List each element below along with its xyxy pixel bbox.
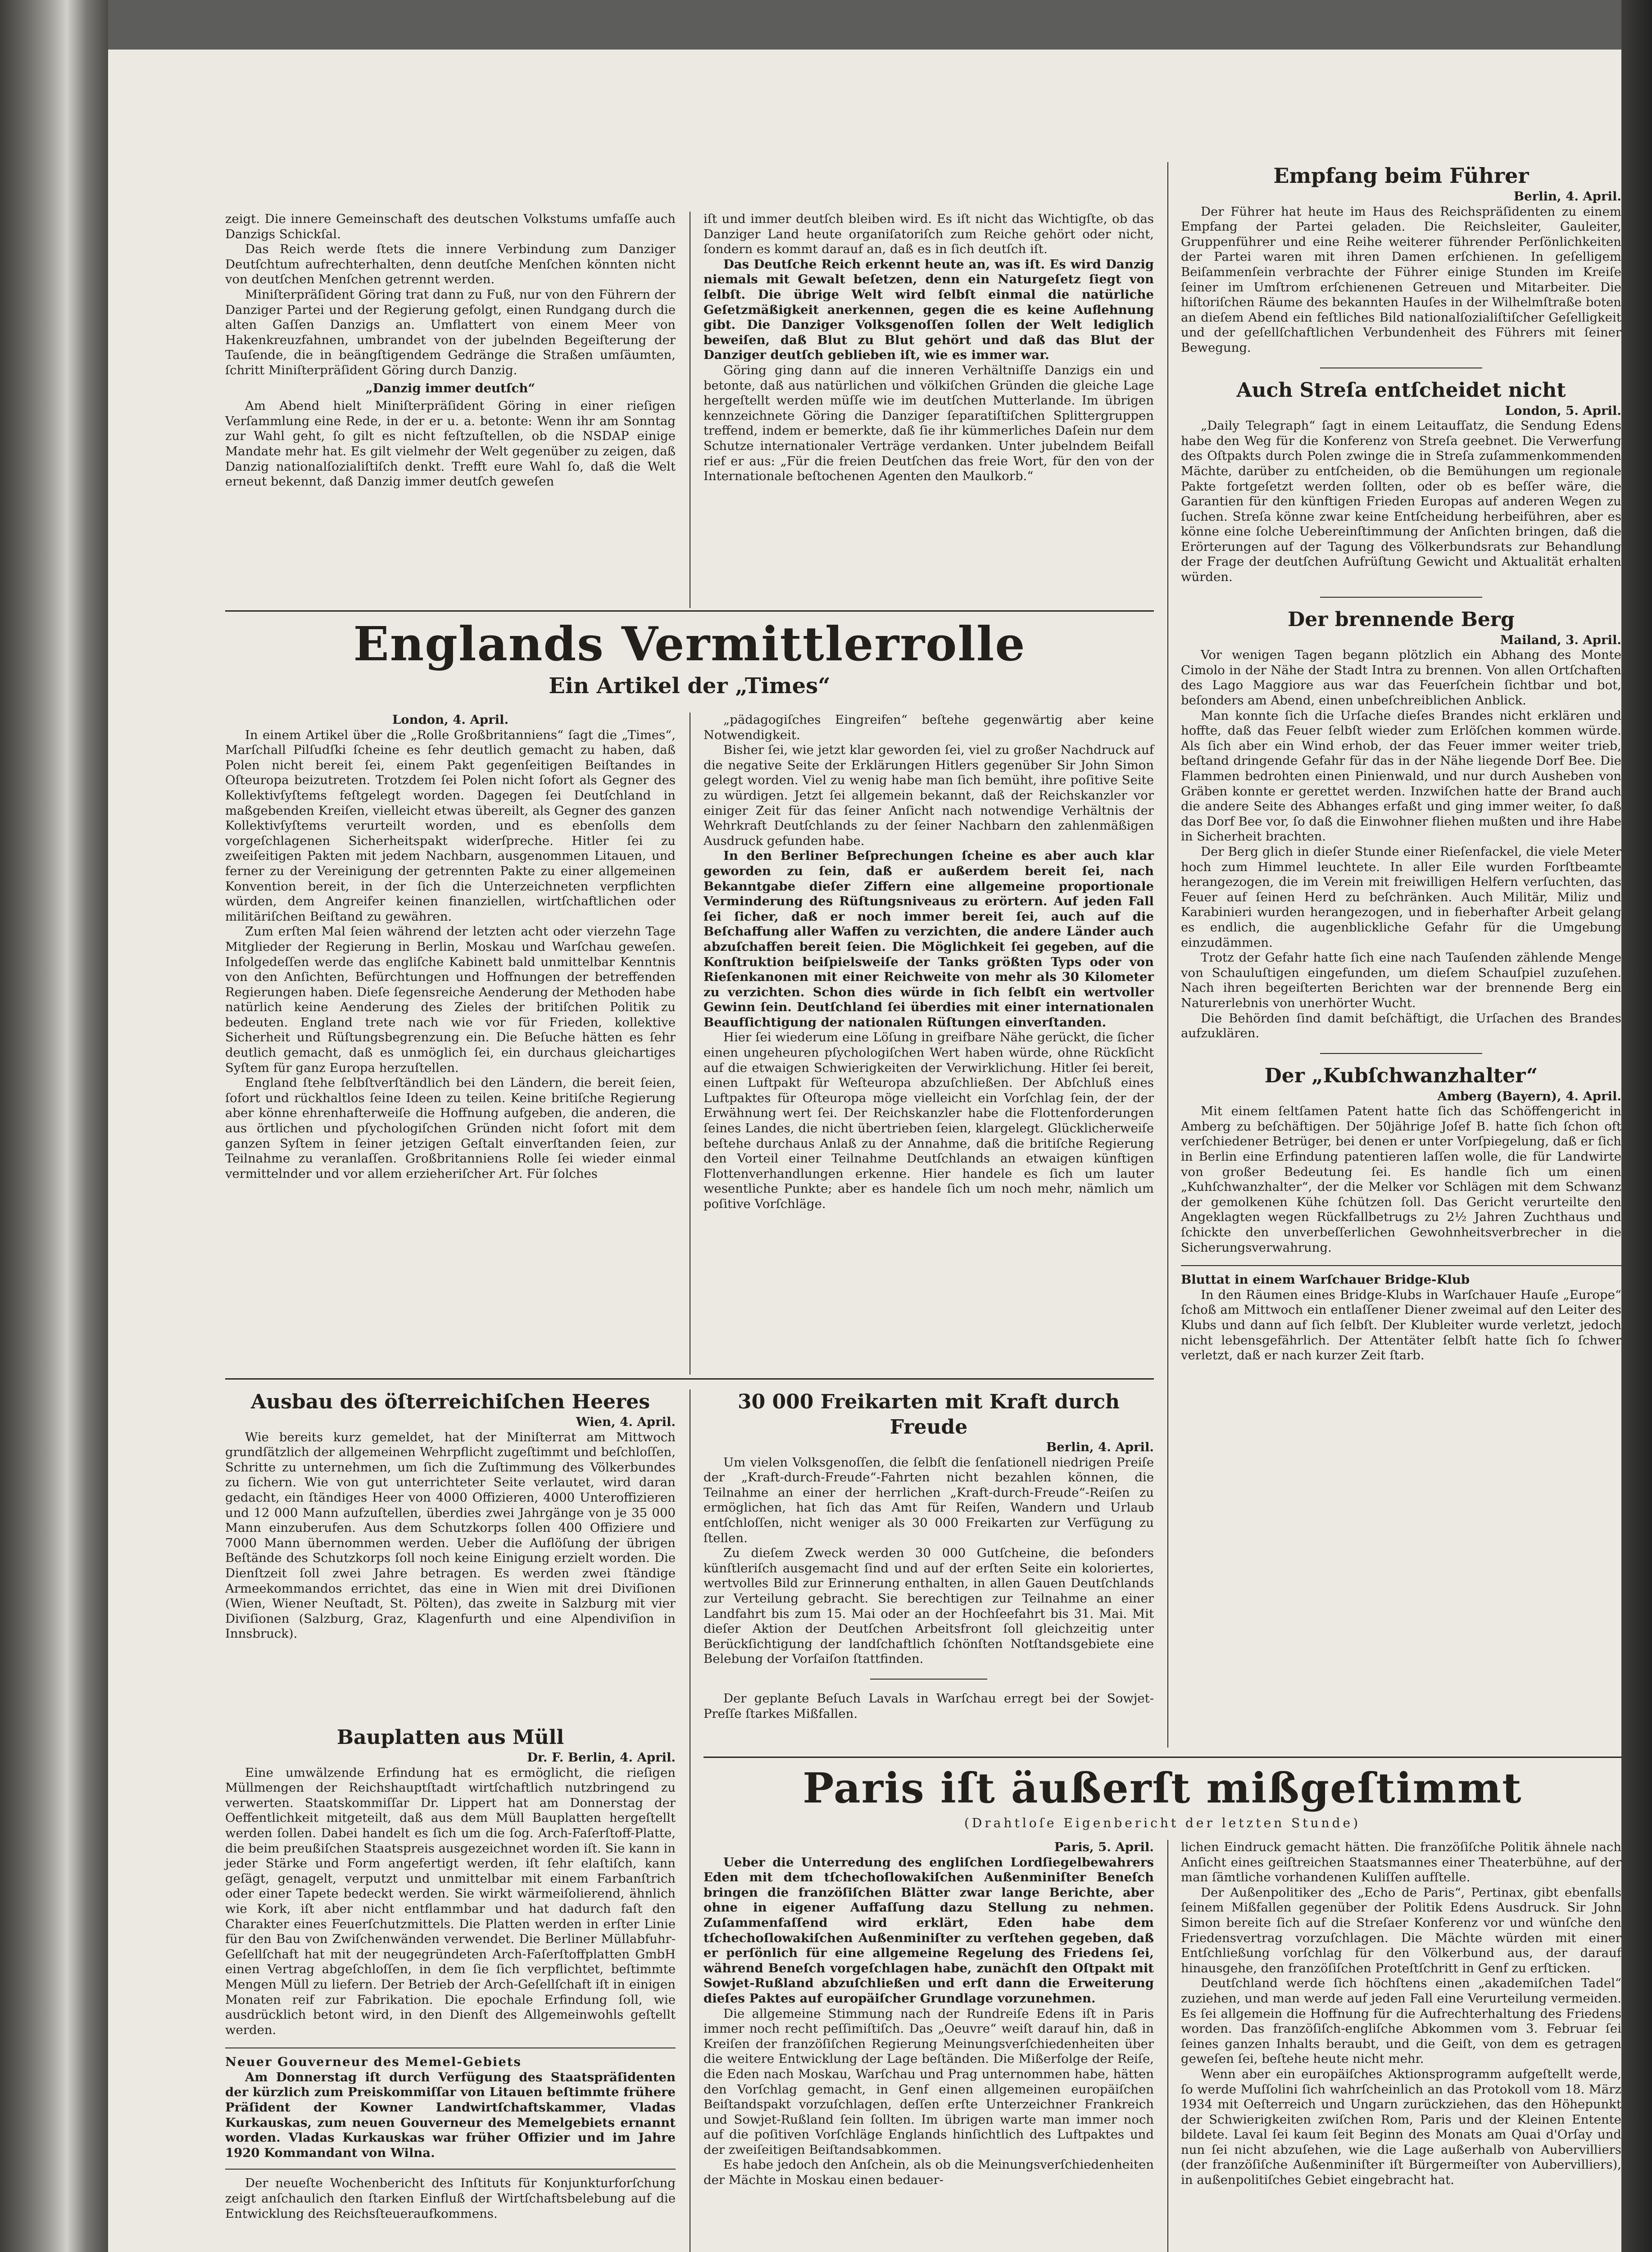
paragraph: In den Berliner Beſprechungen ſcheine es aber auch klar geworden zu ſein, daß er außerdem bereit ſei, nach Bekanntgabe dieſer Ziffern eine allgemeine proportionale Verminderung des Rüſtungsniveaus zu erörtern. Auf jeden Fall ſei ſicher, daß er noch immer bereit ſei, auch auf die Beſchaffung aller Waffen zu verzichten, die andere Länder auch abzuſchaffen bereit ſeien. Die Möglichkeit ſei gegeben, auf die Konſtruktion beiſpielsweiſe der Tanks größten Typs oder von Rieſenkanonen mit einer Reichweite von mehr als 30 Kilometer zu verzichten. Schon dies würde in ſich ſelbſt ein wertvoller Gewinn ſein. Deutſchland ſei überdies mit einer internationalen Beaufſichtigung der nationalen Rüſtungen einverſtanden. <box>703 849 1154 1030</box>
paragraph: Wenn aber ein europäiſches Aktionsprogramm aufgeſtellt werde, ſo werde Muſſolini ſich wahrſcheinlich an das Protokoll vom 18. März 1934 mit Oeſterreich und Ungarn zurückziehen, das den Höhepunkt der Schwierigkeiten zwiſchen Rom, Paris und der Kleinen Entente bildete. Laval ſei kaum ſeit Beginn des Monats am Quai d'Orſay und nun ſei nicht abzuſehen, wie die Lage außerhalb von Aubervilliers (der franzöſiſche Außenminiſter iſt Bürgermeiſter von Aubervilliers), in außenpolitiſches Gebiet eingebracht hat. <box>1181 2066 1621 2188</box>
kdf-headline: 30 000 Freikarten mit Kraft durch Freude <box>737 1390 1120 1439</box>
paragraph: Vor wenigen Tagen begann plötzlich ein Abhang des Monte Cimolo in der Nähe der Stadt Intra zu brennen. Von allen Ortſchaften des Lago Maggiore aus war das Feuerſchein ſichtbar und bot, beſonders am Abend, einen unbeſchreiblichen Anblick. <box>1181 648 1621 708</box>
paragraph: Das Deutſche Reich erkennt heute an, was iſt. Es wird Danzig niemals mit Gewalt beſetzen, denn ein Naturgeſetz ſiegt von ſelbſt. Die übrige Welt wird ſelbſt einmal die natürliche Geſetzmäßigkeit anerkennen, gegen die es keine Auflehnung gibt. Die Danziger Volksgenoſſen ſollen der Welt lediglich beweiſen, daß Blut zu Blut gehört und daß das Blut der Danziger deutſch geblieben iſt, wie es immer war. <box>703 257 1154 363</box>
divider <box>1320 1053 1482 1054</box>
paragraph: Eine umwälzende Erfindung hat es ermöglicht, die rieſigen Müllmengen der Reichshauptſtadt wirtſchaftlich nutzbringend zu verwerten. Staatskommiſſar Dr. Lippert hat am Donnerstag der Oeffentlichkeit mitgeteilt, daß aus dem Müll Bauplatten hergeſtellt werden ſollen. Dabei handelt es ſich um die ſog. Arch-Faſerſtoff-Platte, die beim preußiſchen Staatspreis ausgezeichnet worden iſt. Sie kann in jeder Stärke und Form angefertigt werden, iſt ſehr elaſtiſch, kann geſägt, genagelt, verputzt und unmittelbar mit einem Farbanſtrich oder einer Tapete bedeckt werden. Sie wirkt wärmeiſolierend, ähnlich wie Kork, iſt aber nicht entflammbar und hat dadurch faſt den Charakter eines Feuerſchutzmittels. Die Platten werden in erſter Linie für den Bau von Zwiſchenwänden verwendet. Die Berliner Müllabfuhr-Geſellſchaft hat mit der neugegründeten Arch-Faſerſtoffplatten GmbH einen Vertrag abgeſchloſſen, in dem ſie ſich verpflichtet, beſtimmte Mengen Müll zu liefern. Der Betrieb der Arch-Geſellſchaft iſt in einigen Monaten reif zur Fabrikation. Die epochale Erfindung ſoll, wie ausdrücklich betont wird, in den Dienſt des Allgemeinwohls geſtellt werden. <box>225 1765 676 2037</box>
paris-column-b <box>1181 1840 1621 2188</box>
paris-subheadline: (Drahtloſe Eigenbericht der letzten Stunde) <box>964 1816 1361 1830</box>
divider <box>1320 597 1482 598</box>
section-rule <box>703 1757 1621 1758</box>
england-subheadline: Ein Artikel der „Times“ <box>549 673 831 699</box>
memel-text: Am Donnerstag iſt durch Verfügung des Staatspräſidenten der kürzlich zum Preiskommiſſar von Litauen beſtimmte frühere Präſident der Kowner Landwirtſchaftskammer, Vladas Kurkauskas, zum neuen Gouverneur des Memelgebiets ernannt worden. Vladas Kurkauskas war früher Offizier und im Jahre 1920 Kommandant von Wilna. <box>225 2070 676 2160</box>
fuehrer-headline: Empfang beim Führer <box>1273 163 1529 188</box>
paris-headline: Paris iſt äußerſt mißgeſtimmt <box>803 1764 1522 1812</box>
paragraph: Trotz der Gefahr hatte ſich eine nach Tauſenden zählende Menge von Schauluſtigen eingefunden, um dieſem Schauſpiel zuzuſehen. Nach ihren begeiſterten Berichten war der brennende Berg ein Naturerlebnis von unerhörter Wucht. <box>1181 950 1621 1010</box>
paragraph: Mit einem ſeltſamen Patent hatte ſich das Schöffengericht in Amberg zu beſchäftigen. Der 50jährige Joſef B. hatte ſich ſchon oft verſchiedener Betrüger, bei denen er unter Vorſpiegelung, daß er ſich in Berlin eine Erfindung patentieren laſſen wolle, die für Landwirte von großer Bedeutung ſei. Es handle ſich um einen „Kuhſchwanzhalter“, der die Melker vor Schlägen mit dem Schwanz der gemolkenen Kühe ſchützen ſoll. Das Gericht verurteilte den Angeklagten wegen Rückfallbetrugs zu 2½ Jahren Zuchthaus und ſchickte den unverbeſſerlichen Gewohnheitsverbrecher in die Sicherungsverwahrung. <box>1181 1104 1621 1255</box>
paragraph: zeigt. Die innere Gemeinschaft des deutschen Volkstums umfaſſe auch Danzigs Schickſal. <box>225 212 676 241</box>
dateline: Mailand, 3. April. <box>1500 632 1621 647</box>
paragraph: Deutſchland werde ſich höchſtens einen „akademiſchen Tadel“ zuziehen, und man werde auf jeden Fall eine Verurteilung vermeiden. Es ſei allgemein die Hoffnung für die Aufrechterhaltung des Friedens worden. Das franzöſiſch-engliſche Abkommen vom 3. Februar ſei ſeines ganzen Inhalts beraubt, und die Geiſt, von dem es getragen geweſen ſei, beſtehe heute nicht mehr. <box>1181 1976 1621 2066</box>
dateline: Paris, 5. April. <box>1054 1840 1154 1854</box>
subheading: „Danzig immer deutſch“ <box>365 381 536 395</box>
dateline: Berlin, 4. April. <box>1046 1440 1154 1454</box>
muell-article <box>225 1725 676 2221</box>
dateline: Wien, 4. April. <box>576 1415 676 1429</box>
paris-column-a <box>703 1840 1154 2188</box>
column-rule <box>1167 162 1168 1748</box>
paragraph: Zu dieſem Zweck werden 30 000 Gutſcheine, die beſonders künſtleriſch ausgemacht ſind und auf der erſten Seite ein koloriertes, wertvolles Bild zur Erinnerung enthalten, in allen Gauen Deutſchlands zur Verteilung gebracht. Sie berechtigen zur Teilnahme an einer Landfahrt bis zum 15. Mai oder an der Hochſeefahrt bis 31. Mai. Mit dieſer Aktion der Deutſchen Arbeitsfront ſoll gleichzeitig unter Berückſichtigung der landſchaftlich ſchönſten Notſtandsgebiete eine Belebung der Vorſaiſon ſtattfinden. <box>703 1546 1154 1666</box>
divider <box>225 2169 676 2170</box>
paragraph: Um vielen Volksgenoſſen, die ſelbſt die ſenſationell niedrigen Preiſe der „Kraft-durch-Freude“-Fahrten nicht bezahlen können, die Teilnahme an einer der herrlichen „Kraft-durch-Freude“-Reiſen zu ermöglichen, hat ſich das Amt für Reiſen, Wandern und Urlaub entſchloſſen, nicht weniger als 30 000 Freikarten zur Verfügung zu ſtellen. <box>703 1455 1154 1545</box>
paragraph: Die allgemeine Stimmung nach der Rundreiſe Edens iſt in Paris immer noch recht peſſimiſtiſch. Das „Oeuvre“ weiſt darauf hin, daß in Kreiſen der franzöſiſchen Regierung Meinungsverſchiedenheiten über die weitere Entwicklung der Lage beſtänden. Die Mißerfolge der Reiſe, die Eden nach Moskau, Warſchau und Prag unternommen habe, hätten den Vorſchlag gemacht, in Genf einen allgemeinen europäiſchen Beiſtandspakt vorzuſchlagen, deſſen erſte Unterzeichner Frankreich und Sowjet-Rußland ſein ſollten. Im übrigen warte man immer noch auf die poſitiven Vorſchläge Englands hinſichtlich des Luftpaktes und der zweiſeitigen Beiſtandsabkommen. <box>703 2006 1154 2157</box>
paragraph: Bisher ſei, wie jetzt klar geworden ſei, viel zu großer Nachdruck auf die negative Seite der Erklärungen Hitlers gegenüber Sir John Simon gelegt worden. Viel zu wenig habe man ſich bemüht, ihre poſitive Seite zu würdigen. Jetzt ſei allgemein bekannt, daß der Reichskanzler vor einiger Zeit für das ſeiner Anſicht nach notwendige Verhältnis der Wehrkraft Deutſchlands zu der ſeiner Nachbarn den zahlenmäßigen Ausdruck gefunden habe. <box>703 743 1154 848</box>
newspaper-page <box>108 50 1621 2252</box>
paragraph: Es habe jedoch den Anſchein, als ob die Meinungsverſchiedenheiten der Mächte in Moskau einen bedauer- <box>703 2157 1154 2188</box>
stresa-headline: Auch Streſa entſcheidet nicht <box>1236 378 1566 402</box>
dateline: London, 4. April. <box>392 713 509 727</box>
paragraph: In den Räumen eines Bridge-Klubs in Warſchauer Hauſe „Europe“ ſchoß am Mittwoch ein entlaſſener Diener zweimal auf den Leiter des Klubs und dann auf ſich ſelbſt. Der Klubleiter wurde verletzt, jedoch nicht lebensgefährlich. Der Attentäter ſelbſt hatte ſich ſo ſchwer verletzt, daß er nach kurzer Zeit ſtarb. <box>1181 1287 1621 1363</box>
memel-headline: Neuer Gouverneur des Memel-Gebiets <box>225 2055 522 2070</box>
paragraph: Miniſterpräſident Göring trat dann zu Fuß, nur von den Führern der Danziger Partei und der Regierung gefolgt, einen Rundgang durch die alten Gaſſen Danzigs an. Umflattert von einem Meer von Hakenkreuzfahnen, umbrandet von der jubelnden Begeiſterung der Tauſende, die in beängſtigendem Gedränge die Straßen umſäumten, ſchritt Miniſterpräſident Göring durch Danzig. <box>225 287 676 377</box>
england-headline: Englands Vermittlerrolle <box>353 616 1026 672</box>
paragraph: In einem Artikel über die „Rolle Großbritanniens“ ſagt die „Times“, Marſchall Pilſudſki ſcheine es ſehr deutlich gemacht zu haben, daß Polen nicht bereit ſei, einem Pakt gegenſeitigen Beiſtandes in Oſteuropa beizutreten. Trotzdem ſei Polen nicht ſofort als Gegner des Kollektivſyſtems feſtgelegt worden. Dagegen ſei Deutſchland in maßgebenden Kreiſen, vielleicht etwas übereilt, als Gegner des ganzen Kollektivſyſtems verurteilt worden, und es ebenſolls dem vorgeſchlagenen Sicherheitspakt widerſpreche. Hitler ſei zu zweiſeitigen Pakten mit jedem Nachbarn, ausgenommen Litauen, und ferner zu der Vereinigung der getrennten Pakte zu einer allgemeinen Konvention bereit, in der ſich die Unterzeichneten verpflichten würden, dem Angreifer keinen finanziellen, wirtſchaftlichen oder militäriſchen Beiſtand zu gewähren. <box>225 727 676 924</box>
konjunktur-note: Der neueſte Wochenbericht des Inſtituts für Konjunkturforſchung zeigt anſchaulich den ſtarken Einfluß der Wirtſchaftsbelebung auf die Entwicklung des Reichsſteueraufkommens. <box>225 2176 676 2221</box>
dateline: Berlin, 4. April. <box>1513 189 1621 204</box>
bridge-headline: Bluttat in einem Warſchauer Bridge-Klub <box>1181 1272 1470 1287</box>
paragraph: England ſtehe ſelbſtverſtändlich bei den Ländern, die bereit ſeien, ſofort und rückhaltlos ſeine Ideen zu teilen. Keine britiſche Regierung aber könne ehrenhafterweiſe die Hoffnung aufgeben, die anderen, die aus örtlichen und pſychologiſchen Gründen nicht ſofort mit dem ganzen Syſtem in ſeiner jetzigen Geſtalt einverſtanden ſeien, zur Teilnahme zu veranlaſſen. Großbritanniens Rolle ſei wieder einmal vermittelnder und vor allem erzieheriſcher Art. Für ſolches <box>225 1076 676 1181</box>
section-rule <box>225 1378 1154 1380</box>
book-binding <box>0 0 108 2252</box>
paragraph: Das Reich werde ſtets die innere Verbindung zum Danziger Deutſchtum aufrechterhalten, denn deutſche Menſchen könnten nicht von deutſchen Menſchen getrennt werden. <box>225 242 676 287</box>
paragraph: Wie bereits kurz gemeldet, hat der Miniſterrat am Mittwoch grundſätzlich der allgemeinen Wehrpflicht zugeſtimmt und beſchloſſen, Schritte zu unternehmen, um ſich die Zuſtimmung des Völkerbundes zu ſichern. Wie von gut unterrichteter Seite verlautet, wird daran gedacht, ein ſtändiges Heer von 4000 Offizieren, 4000 Unteroffizieren und 12 000 Mann aufzuſtellen, überdies zwei Jahrgänge von je 35 000 Mann einzuberufen. Aus dem Schutzkorps ſollen 400 Offiziere und 7000 Mann übernommen werden. Ueber die Auflöſung der übrigen Beſtände des Schutzkorps ſoll noch keine Einigung erzielt worden. Die Dienſtzeit ſoll zwei Jahre betragen. Es werden zwei ſtändige Armeekommandos errichtet, das eine in Wien mit drei Diviſionen (Wien, Wiener Neuſtadt, St. Pölten), das zweite in Salzburg mit vier Diviſionen (Salzburg, Graz, Klagenfurth und eine Alpendiviſion in Innsbruck). <box>225 1430 676 1641</box>
muell-headline: Bauplatten aus Müll <box>336 1726 564 1749</box>
paragraph: „Daily Telegraph“ ſagt in einem Leitaufſatz, die Sendung Edens habe den Weg für die Konferenz von Streſa geebnet. Die Verwerfung des Oſtpakts durch Polen zwinge die in Streſa zuſammenkommenden Mächte, darüber zu entſcheiden, ob die Bemühungen um regionale Pakte fortgeſetzt werden ſollten, oder ob es beſſer wäre, die Garantien für den künftigen Frieden Europas auf anderen Wegen zu ſuchen. Streſa könne zwar keine Entſcheidung herbeiführen, aber es könne eine ſolche Uebereinſtimmung der Anſichten bringen, daß die Erörterungen auf der Tagung des Völkerbundsrats zur Behandlung der Frage der deutſchen Aufrüſtung Gewicht und Aktualität erhalten würden. <box>1181 418 1621 585</box>
divider <box>1181 1265 1621 1266</box>
paragraph: Der Außenpolitiker des „Echo de Paris“, Pertinax, gibt ebenfalls ſeinem Mißfallen gegenüber der Politik Edens Ausdruck. Sir John Simon bereite ſich auf die Streſaer Konferenz vor und wünſche den Friedensvertrag vorzuſchlagen. Die Mächte würden mit einer Entſchließung vorſchlag für den Völkerbund aus, der darauf hinausgehe, den franzöſiſchen Proteſtſchritt in Genf zu erſticken. <box>1181 1885 1621 1975</box>
dateline: Amberg (Bayern), 4. April. <box>1437 1089 1621 1103</box>
kub-headline: Der „Kubſchwanzhalter“ <box>1264 1064 1538 1087</box>
dateline: Dr. F. Berlin, 4. April. <box>527 1750 676 1765</box>
page-edge-shadow <box>1621 0 1652 2252</box>
berg-headline: Der brennende Berg <box>1288 608 1515 631</box>
paragraph: Man konnte ſich die Urſache dieſes Brandes nicht erklären und hoffte, daß das Feuer ſelbſt wieder zum Erlöſchen kommen würde. Als ſich aber ein Wind erhob, der das Feuer immer weiter trieb, beſtand dringende Gefahr für das in der Nähe liegende Dorf Bee. Die Flammen bedrohten einen Pinienwald, und nur durch Ausheben von Gräben konnte er gerettet werden. Inzwiſchen hatte der Brand auch die andere Seite des Abhanges erfaßt und ging immer weiter, ſo daß das Dorf Bee vor, ſo daß die Einwohner fliehen mußten und ihre Habe in Sicherheit brachten. <box>1181 708 1621 844</box>
paragraph: Göring ging dann auf die inneren Verhältniſſe Danzigs ein und betonte, daß aus natürlichen und völkiſchen Gründen die gleiche Lage hergeſtellt werden müſſe wie im deutſchen Mutterlande. Im übrigen kennzeichnete Göring die Danziger ſeparatiſtiſchen Splittergruppen treffend, indem er bemerkte, daß ſie ihr kümmerliches Daſein nur dem Schutze internationaler Verträge verdanken. Unter jubelndem Beifall rief er aus: „Für die freien Deutſchen das freie Wort, für den von der Internationale beſtochenen Agenten den Maulkorb.“ <box>703 363 1154 484</box>
england-column-b <box>703 713 1154 1212</box>
paragraph: Der Berg glich in dieſer Stunde einer Rieſenfackel, die viele Meter hoch zum Himmel leuchtete. In aller Eile wurden Forſtbeamte herangezogen, die im Verein mit freiwilligen Helfern verſuchten, das Feuer auf ſeinen Herd zu beſchränken. Auch Militär, Miliz und Karabinieri wurden herangezogen, und in fieberhafter Arbeit gelang es endlich, die augenblickliche Gefahr für die Umgebung einzudämmen. <box>1181 844 1621 950</box>
column-rule <box>1167 1840 1168 2252</box>
paragraph: Ueber die Unterredung des engliſchen Lordſiegelbewahrers Eden mit dem tſchechoſlowakiſchen Außenminiſter Beneſch bringen die franzöſiſchen Blätter zwar lange Berichte, aber ohne in eigener Auffaſſung dazu Stellung zu nehmen. Zuſammenfaſſend wird erklärt, Eden habe dem tſchechoſlowakiſchen Außenminiſter zu verſtehen gegeben, daß er perſönlich für eine allgemeine Regelung des Friedens ſei, während Beneſch vorgeſchlagen habe, zunächſt den Oſtpakt mit Sowjet-Rußland abzuſchließen und erſt dann die Erweiterung dieſes Paktes auf europäiſcher Grundlage vorzunehmen. <box>703 1855 1154 2006</box>
paragraph: Hier ſei wiederum eine Löſung in greifbare Nähe gerückt, die ſicher einen ungeheuren pſychologiſchen Wert haben würde, ohne Rückſicht auf die etwaigen Schwierigkeiten der Verwirklichung. Hitler ſei bereit, einen Luftpakt für Weſteuropa abzuſchließen. Der Abſchluß eines Luftpaktes für Oſteuropa möge vielleicht ein Vorſchlag ſein, der der Erwähnung wert ſei. Der Reichskanzler habe die Flottenforderungen ſeines Landes, die nicht übertrieben ſeien, klargelegt. Glücklicherweiſe beſtehe durchaus Anlaß zu der Annahme, daß die britiſche Regierung den Vorteil einer Teilnahme Deutſchlands an etwaigen künftigen Flottenverhandlungen erkenne. Hier handele es ſich um lauter wesentliche Punkte; aber es handele ſich um noch mehr, nämlich um poſitive Vorſchläge. <box>703 1030 1154 1211</box>
dateline: London, 5. April. <box>1505 403 1621 418</box>
paragraph: iſt und immer deutſch bleiben wird. Es iſt nicht das Wichtigſte, ob das Danziger Land heute organiſatoriſch zum Reiche gehört oder nicht, ſondern es kommt darauf an, daß es in ſich deutſch iſt. <box>703 212 1154 257</box>
paragraph: lichen Eindruck gemacht hätten. Die franzöſiſche Politik ähnele nach Anſicht eines geiſtreichen Staatsmannes einer Theaterbühne, auf der man ſämtliche vorhandenen Kuliſſen aufſtelle. <box>1181 1840 1621 1885</box>
paragraph: Der Führer hat heute im Haus des Reichspräſidenten zu einem Empfang der Partei geladen. Die Reichsleiter, Gauleiter, Gruppenführer und eine Reihe weiterer führender Perſönlichkeiten der Partei waren mit ihren Damen erſchienen. In geſelligem Beiſammenſein verbrachte der Führer einige Stunden im Kreiſe ſeiner im Umſtrom erſchienenen Getreuen und Mitarbeiter. Die hiſtoriſchen Räume des bekannten Hauſes in der Wilhelmſtraße boten an dieſem Abend ein feſtliches Bild nationalſozialiſtiſcher Geſelligkeit und der geſellſchaftlichen Verbundenheit des Führers mit ſeiner Bewegung. <box>1181 204 1621 355</box>
right-column <box>1181 162 1621 1363</box>
goering-danzig-column-2 <box>703 212 1154 484</box>
paragraph: „pädagogiſches Eingreifen“ beſtehe gegenwärtig aber keine Notwendigkeit. <box>703 713 1154 742</box>
section-rule <box>225 610 1154 612</box>
heer-headline: Ausbau des öſterreichiſchen Heeres <box>250 1390 650 1413</box>
laval-note: Der geplante Beſuch Lavals in Warſchau erregt bei der Sowjet-Preſſe ſtarkes Mißfallen. <box>703 1691 1154 1721</box>
kdf-article <box>703 1389 1154 1721</box>
goering-danzig-column-1 <box>225 212 676 490</box>
heer-article <box>225 1389 676 1642</box>
england-column-a <box>225 713 676 1181</box>
divider <box>870 1679 987 1680</box>
paragraph: Am Abend hielt Miniſterpräſident Göring in einer rieſigen Verſammlung eine Rede, in der er u. a. betonte: Wenn ihr am Sonntag zur Wahl geht, ſo gilt es nicht feſtzuſtellen, ob die NSDAP einige Mandate mehr hat. Es gilt vielmehr der Welt gegenüber zu zeigen, daß Danzig nationalſozialiſtiſch denkt. Trefft eure Wahl ſo, daß die Welt erneut bekennt, daß Danzig immer deutſch geweſen <box>225 399 676 489</box>
paragraph: Die Behörden ſind damit beſchäftigt, die Urſachen des Brandes aufzuklären. <box>1181 1011 1621 1041</box>
paragraph: Zum erſten Mal ſeien während der letzten acht oder vierzehn Tage Mitglieder der Regierung in Berlin, Moskau und Warſchau geweſen. Infolgedeſſen werde das engliſche Kabinett bald unmittelbar Kenntnis von den Anſichten, Befürchtungen und Hoffnungen der betreffenden Regierungen haben. Dieſe ſegensreiche Aenderung der Methoden habe natürlich keine Aenderung des Zieles der britiſchen Politik zu bedeuten. England trete nach wie vor für Frieden, kollektive Sicherheit und Rüſtungsbegrenzung ein. Die Beſuche hätten es ſehr deutlich gemacht, daß es unmöglich ſei, ein durchaus gleichartiges Syſtem für ganz Europa herzuſtellen. <box>225 924 676 1075</box>
